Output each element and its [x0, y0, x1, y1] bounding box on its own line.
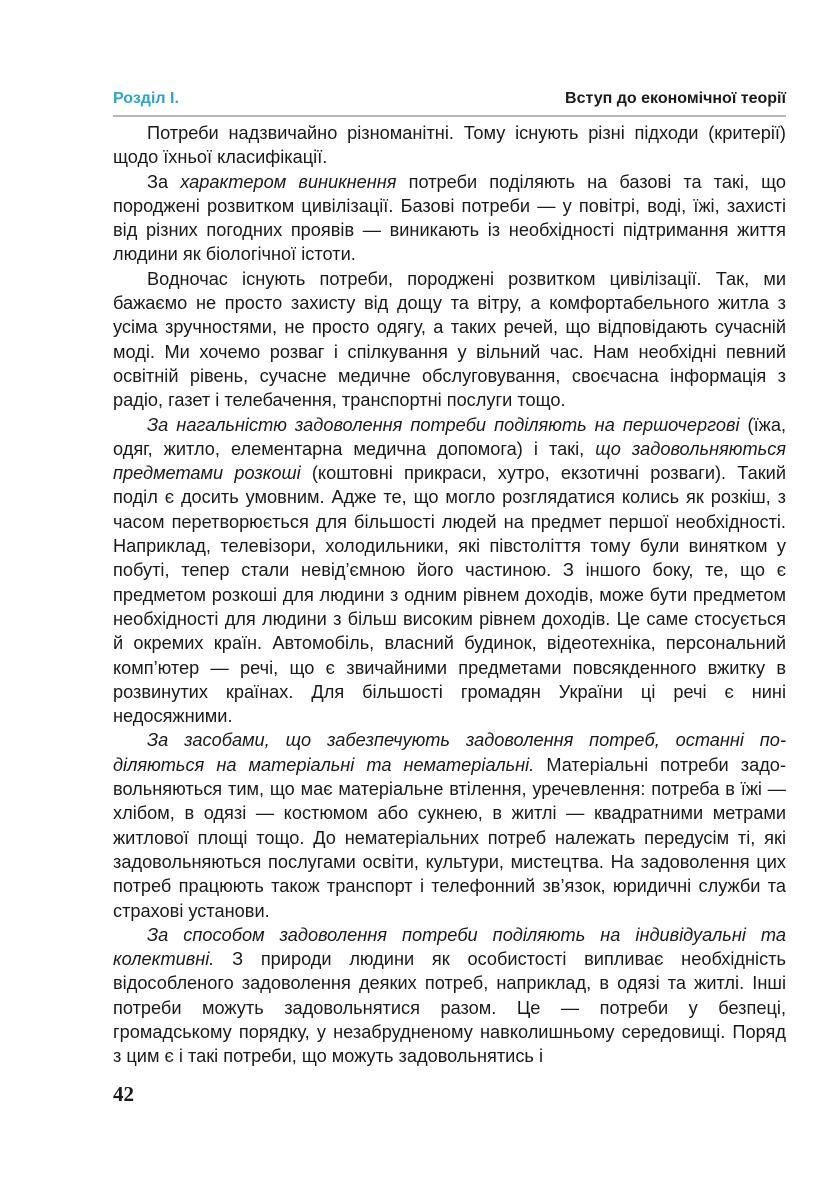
italic-text-run: характером виникнення — [180, 171, 397, 192]
paragraph — [113, 728, 786, 922]
text-run: З природи людини як особистості випливає необхідність відособленого задоволення деяких потреб, наприклад, в одязі та житлі. Інші потреби можуть задовольнятися разом. Це — потреби у безпеці, громадському порядку, у незабрудненому навколишньому середовищі. Поряд з цим є і такі потреби, що можуть задовольнятись і — [113, 949, 786, 1067]
italic-text-run: За нагальністю задоволення потреби поділяють на першочергові — [147, 414, 740, 435]
text-run: Водночас існують потреби, породжені розвитком цивілізації. Так, ми бажаємо не просто захисту від дощу та вітру, а комфортабельного житла з усіма зручностями, не просто одягу, а таких речей, що відповідають сучасній моді. Ми хочемо розваг і спілкування у вільний час. Нам необхідні певний освітній рівень, сучасне медичне обслуговування, своєчасна інформація з радіо, газет і телебачення, транспортні послуги тощо. — [113, 268, 786, 411]
paragraph — [113, 267, 786, 413]
paragraph — [113, 121, 786, 170]
running-header — [113, 85, 786, 117]
section-label: Розділ І. — [113, 90, 179, 107]
text-run: (коштовні прикраси, хутро, екзотичні розваги). Такий поділ є досить умовним. Адже те, що могло розглядатися колись як розкіш, з часом перетворюється для більшості людей на предмет першої необхідності. Наприклад, телевізори, холодильники, які півстоліття тому були винятком у побуті, тепер стали невід’ємною його частиною. З іншого боку, те, що є предметом розкоші для людини з одним рівнем доходів, може бути предметом необхідності для людини з більш високим рівнем доходів. Це саме стосується й окремих країн. Автомобіль, власний будинок, відеотехніка, персональний комп’ютер — речі, що є звичайними предметами повсякденного вжитку в розвинутих країнах. Для більшості громадян України ці речі є нині недосяжними. — [113, 463, 786, 727]
page-number: 42 — [113, 1082, 134, 1106]
text-run: Матеріальні потреби задовольняються тим, що має матеріальне втілення, уречевлення: потреба в їжі — хлібом, в одязі — костюмом або сукнею, в житлі — квадратними метрами житлової площі тощо. До нематеріальних потреб належать передусім ті, які задовольняються послугами освіти, культури, мистецтва. На задоволення цих потреб працюють також транспорт і телефонний зв’язок, юридичні служби та страхові установи. — [113, 754, 786, 921]
paragraph — [113, 923, 786, 1069]
italic-text-run: За засобами, що забезпечують задоволення потреб, останні поділяються на матеріальні та нематеріальні. — [113, 730, 786, 775]
italic-text-run: що задовольняються предметами розкоші — [113, 438, 787, 484]
body-text — [113, 121, 786, 1069]
section-title: Вступ до економічної теорії — [565, 90, 786, 107]
text-run: потреби поділяють на базові та такі, що породжені розвитком цивілізації. Базові потреби — у повітрі, воді, їжі, захисті від різних погодних проявів — виникають із необхідності підтримання життя людини як біологічної істоти. — [113, 171, 787, 265]
text-run: (їжа, одяг, житло, елементарна медична допомога) і такі, — [113, 414, 787, 459]
text-run: За — [147, 171, 181, 192]
paragraph — [113, 413, 786, 729]
text-run: Потреби надзвичайно різноманітні. Тому існують різні підходи (критерії) щодо їхньої класифікації. — [113, 123, 786, 168]
italic-text-run: За способом задоволення потреби поділяють на індивідуальні та колективні. — [113, 924, 786, 970]
paragraph — [113, 170, 786, 267]
